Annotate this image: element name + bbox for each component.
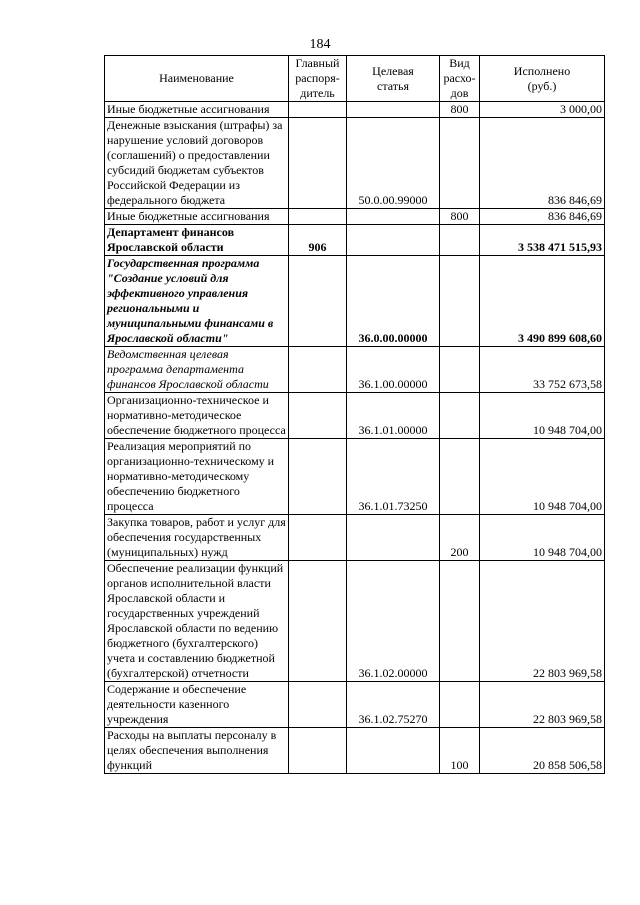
cell-name: Государственная программа "Создание условий для эффективного управления региональными и муниципальными финансами в Ярославской области" — [105, 256, 289, 347]
cell-exec: 836 846,69 — [480, 209, 605, 225]
cell-exec: 3 490 899 608,60 — [480, 256, 605, 347]
header-vid-line1: Вид — [449, 56, 470, 70]
cell-vid — [440, 393, 480, 439]
cell-code: 50.0.00.99000 — [347, 118, 440, 209]
cell-glav — [289, 728, 347, 774]
header-vid — [440, 56, 480, 102]
table-header-row — [105, 56, 605, 102]
cell-code: 36.1.01.73250 — [347, 439, 440, 515]
cell-code — [347, 225, 440, 256]
cell-glav — [289, 118, 347, 209]
cell-exec: 10 948 704,00 — [480, 439, 605, 515]
cell-exec: 3 000,00 — [480, 102, 605, 118]
cell-exec: 836 846,69 — [480, 118, 605, 209]
table-row — [105, 118, 605, 209]
cell-exec: 22 803 969,58 — [480, 682, 605, 728]
table-row — [105, 347, 605, 393]
table-row — [105, 209, 605, 225]
cell-name: Реализация мероприятий по организационно-техническому и нормативно-методическому обеспечению бюджетного процесса — [105, 439, 289, 515]
header-vid-line3: дов — [450, 86, 469, 100]
cell-code — [347, 209, 440, 225]
cell-vid — [440, 118, 480, 209]
cell-glav — [289, 256, 347, 347]
cell-code: 36.1.00.00000 — [347, 347, 440, 393]
header-exec — [480, 56, 605, 102]
cell-name: Иные бюджетные ассигнования — [105, 102, 289, 118]
cell-glav — [289, 682, 347, 728]
cell-exec: 22 803 969,58 — [480, 561, 605, 682]
table-body — [105, 102, 605, 774]
cell-vid: 200 — [440, 515, 480, 561]
header-glav — [289, 56, 347, 102]
cell-glav: 906 — [289, 225, 347, 256]
table-row — [105, 256, 605, 347]
cell-glav — [289, 439, 347, 515]
cell-vid — [440, 561, 480, 682]
cell-vid — [440, 347, 480, 393]
cell-exec: 10 948 704,00 — [480, 393, 605, 439]
table-row — [105, 561, 605, 682]
cell-name: Денежные взыскания (штрафы) за нарушение условий договоров (соглашений) о предоставлении субсидий бюджетам субъектов Российской Федерации из федерального бюджета — [105, 118, 289, 209]
cell-name: Обеспечение реализации функций органов исполнительной власти Ярославской области и государственных учреждений Ярославской области по ведению бюджетного (бухгалтерского) учета и составлению бюджетной (бухгалтерской) отчетности — [105, 561, 289, 682]
header-glav-line1: Главный — [295, 56, 340, 70]
header-vid-line2: расхо- — [443, 71, 476, 85]
cell-name: Организационно-техническое и нормативно-методическое обеспечение бюджетного процесса — [105, 393, 289, 439]
cell-name: Расходы на выплаты персоналу в целях обеспечения выполнения функций — [105, 728, 289, 774]
header-glav-line3: дитель — [300, 86, 335, 100]
cell-code — [347, 728, 440, 774]
table-row — [105, 393, 605, 439]
header-code-line1: Целевая — [372, 63, 414, 78]
header-code — [347, 56, 440, 102]
cell-exec: 20 858 506,58 — [480, 728, 605, 774]
cell-code: 36.0.00.00000 — [347, 256, 440, 347]
cell-name: Закупка товаров, работ и услуг для обеспечения государственных (муниципальных) нужд — [105, 515, 289, 561]
cell-vid — [440, 682, 480, 728]
table-row — [105, 439, 605, 515]
header-code-line2: статья — [377, 78, 409, 93]
table-row — [105, 515, 605, 561]
table-row — [105, 682, 605, 728]
cell-exec: 10 948 704,00 — [480, 515, 605, 561]
cell-glav — [289, 209, 347, 225]
cell-name: Ведомственная целевая программа департамента финансов Ярославской области — [105, 347, 289, 393]
cell-glav — [289, 393, 347, 439]
cell-code — [347, 515, 440, 561]
cell-name: Содержание и обеспечение деятельности казенного учреждения — [105, 682, 289, 728]
cell-vid: 800 — [440, 102, 480, 118]
header-glav-line2: распоря- — [295, 71, 340, 85]
header-exec-line2: (руб.) — [527, 78, 557, 93]
cell-name: Департамент финансов Ярославской области — [105, 225, 289, 256]
cell-code: 36.1.01.00000 — [347, 393, 440, 439]
cell-code: 36.1.02.75270 — [347, 682, 440, 728]
page-number: 184 — [309, 37, 331, 52]
header-name-text: Наименование — [159, 71, 234, 85]
budget-execution-table — [104, 55, 605, 774]
cell-name: Иные бюджетные ассигнования — [105, 209, 289, 225]
table-row — [105, 728, 605, 774]
cell-code: 36.1.02.00000 — [347, 561, 440, 682]
cell-glav — [289, 515, 347, 561]
cell-vid — [440, 439, 480, 515]
cell-glav — [289, 347, 347, 393]
cell-code — [347, 102, 440, 118]
cell-vid: 800 — [440, 209, 480, 225]
table-row — [105, 225, 605, 256]
cell-glav — [289, 102, 347, 118]
table-row — [105, 102, 605, 118]
cell-vid: 100 — [440, 728, 480, 774]
cell-glav — [289, 561, 347, 682]
cell-exec: 3 538 471 515,93 — [480, 225, 605, 256]
cell-vid — [440, 256, 480, 347]
header-exec-line1: Исполнено — [513, 63, 571, 78]
header-name — [105, 56, 289, 102]
cell-exec: 33 752 673,58 — [480, 347, 605, 393]
cell-vid — [440, 225, 480, 256]
